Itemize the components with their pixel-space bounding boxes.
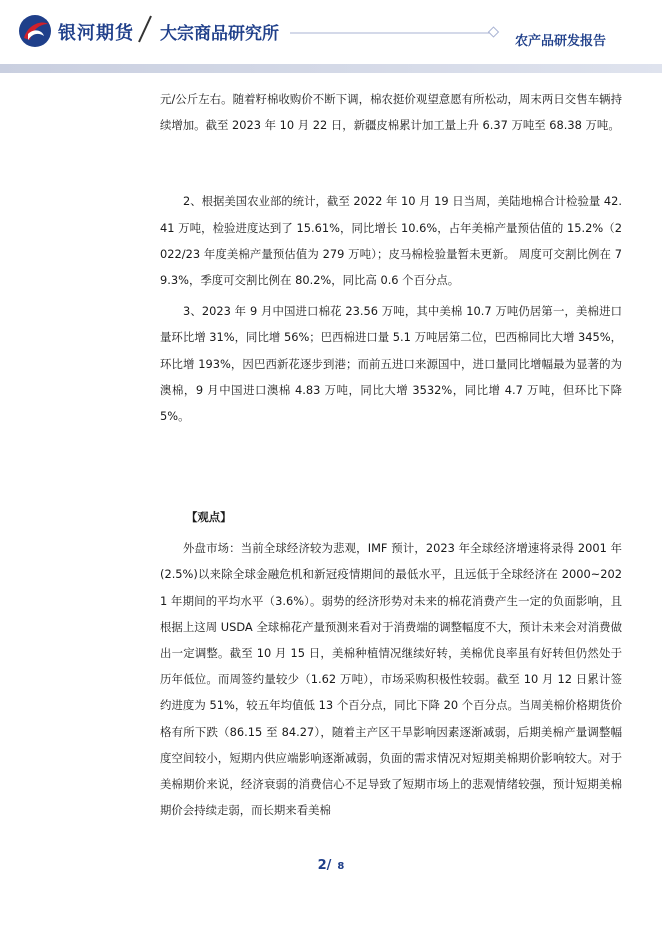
report-body: [160, 86, 622, 823]
institute-name: 大宗商品研究所: [160, 24, 279, 44]
paragraph-us-inspection: 2、根据美国农业部的统计，截至 2022 年 10 月 19 日当周，美陆地棉合计检验量 42.41 万吨，检验进度达到了 15.61%，同比增长 10.6%，占年美棉产量预估值的 15.2%（2022/23 年度美棉产量预估值为 279 万吨）；皮马棉检验量暂未更新。 周度可交割比例在 79.3%，季度可交割比例在 80.2%，同比高 0.6 个百分点。: [160, 194, 623, 288]
brand-name: 银河期货: [58, 23, 134, 44]
galaxy-logo-icon: [18, 14, 52, 48]
paragraph-outer-market: 外盘市场：当前全球经济较为悲观，IMF 预计，2023 年全球经济增速将录得 2001 年(2.5%)以来除全球金融危机和新冠疫情期间的最低水平，且远低于全球经济在 2000~2021 年期间的平均水平（3.6%）。弱势的经济形势对未来的棉花消费产生一定的负面影响，且根据上这周 USDA 全球棉花产量预测来看对于消费端的调整幅度不大，预计未来会对消费做出一定调整。截至 10 月 15 日，美棉种植情况继续好转，美棉优良率虽有好转但仍然处于历年低位。而周签约量较少（1.62 万吨），市场采购积极性较弱。截至 10 月 12 日累计签约进度为 51%，较五年均值低 13 个百分点，同比下降 20 个百分点。当周美棉价格期货价格有所下跌（86.15 至 84.27），随着主产区干旱影响因素逐渐减弱，后期美棉产量调整幅度空间较小，短期内供应端影响逐渐减弱，负面的需求情况对短期美棉期价影响较大。对于美棉期价来说，经济衰弱的消费信心不足导致了短期市场上的悲观情绪较强，预计短期美棉期价会持续走弱，而长期来看美棉: [160, 541, 622, 818]
divider-slash-icon: [136, 14, 154, 44]
page-number: [0, 858, 662, 873]
spacer: [160, 429, 622, 504]
viewpoint-heading: 【观点】: [186, 510, 232, 525]
paragraph-continuation: 元/公斤左右。随着籽棉收购价不断下调，棉农挺价观望意愿有所松动，周末两日交售车辆持续增加。截至 2023 年 10 月 22 日，新疆皮棉累计加工量上升 6.37 万吨至 68.38 万吨。: [160, 92, 622, 133]
header-bar: [0, 64, 662, 73]
decorative-line-icon: [290, 26, 502, 40]
spacer: [160, 138, 622, 188]
report-type: 农产品研发报告: [515, 34, 607, 49]
page-header: [0, 0, 662, 74]
page-total: 8: [337, 861, 345, 872]
page-current: 2/: [317, 858, 332, 873]
paragraph-china-imports: 3、2023 年 9 月中国进口棉花 23.56 万吨，其中美棉 10.7 万吨仍居第一，美棉进口量环比增 31%，同比增 56%；巴西棉进口量 5.1 万吨居第二位，巴西棉同比大增 345%，环比增 193%，因巴西新花逐步到港；而前五进口来源国中，进口量同比增幅最为显著的为澳棉，9 月中国进口澳棉 4.83 万吨，同比大增 3532%，同比增 4.7 万吨，但环比下降 5%。: [160, 304, 622, 424]
